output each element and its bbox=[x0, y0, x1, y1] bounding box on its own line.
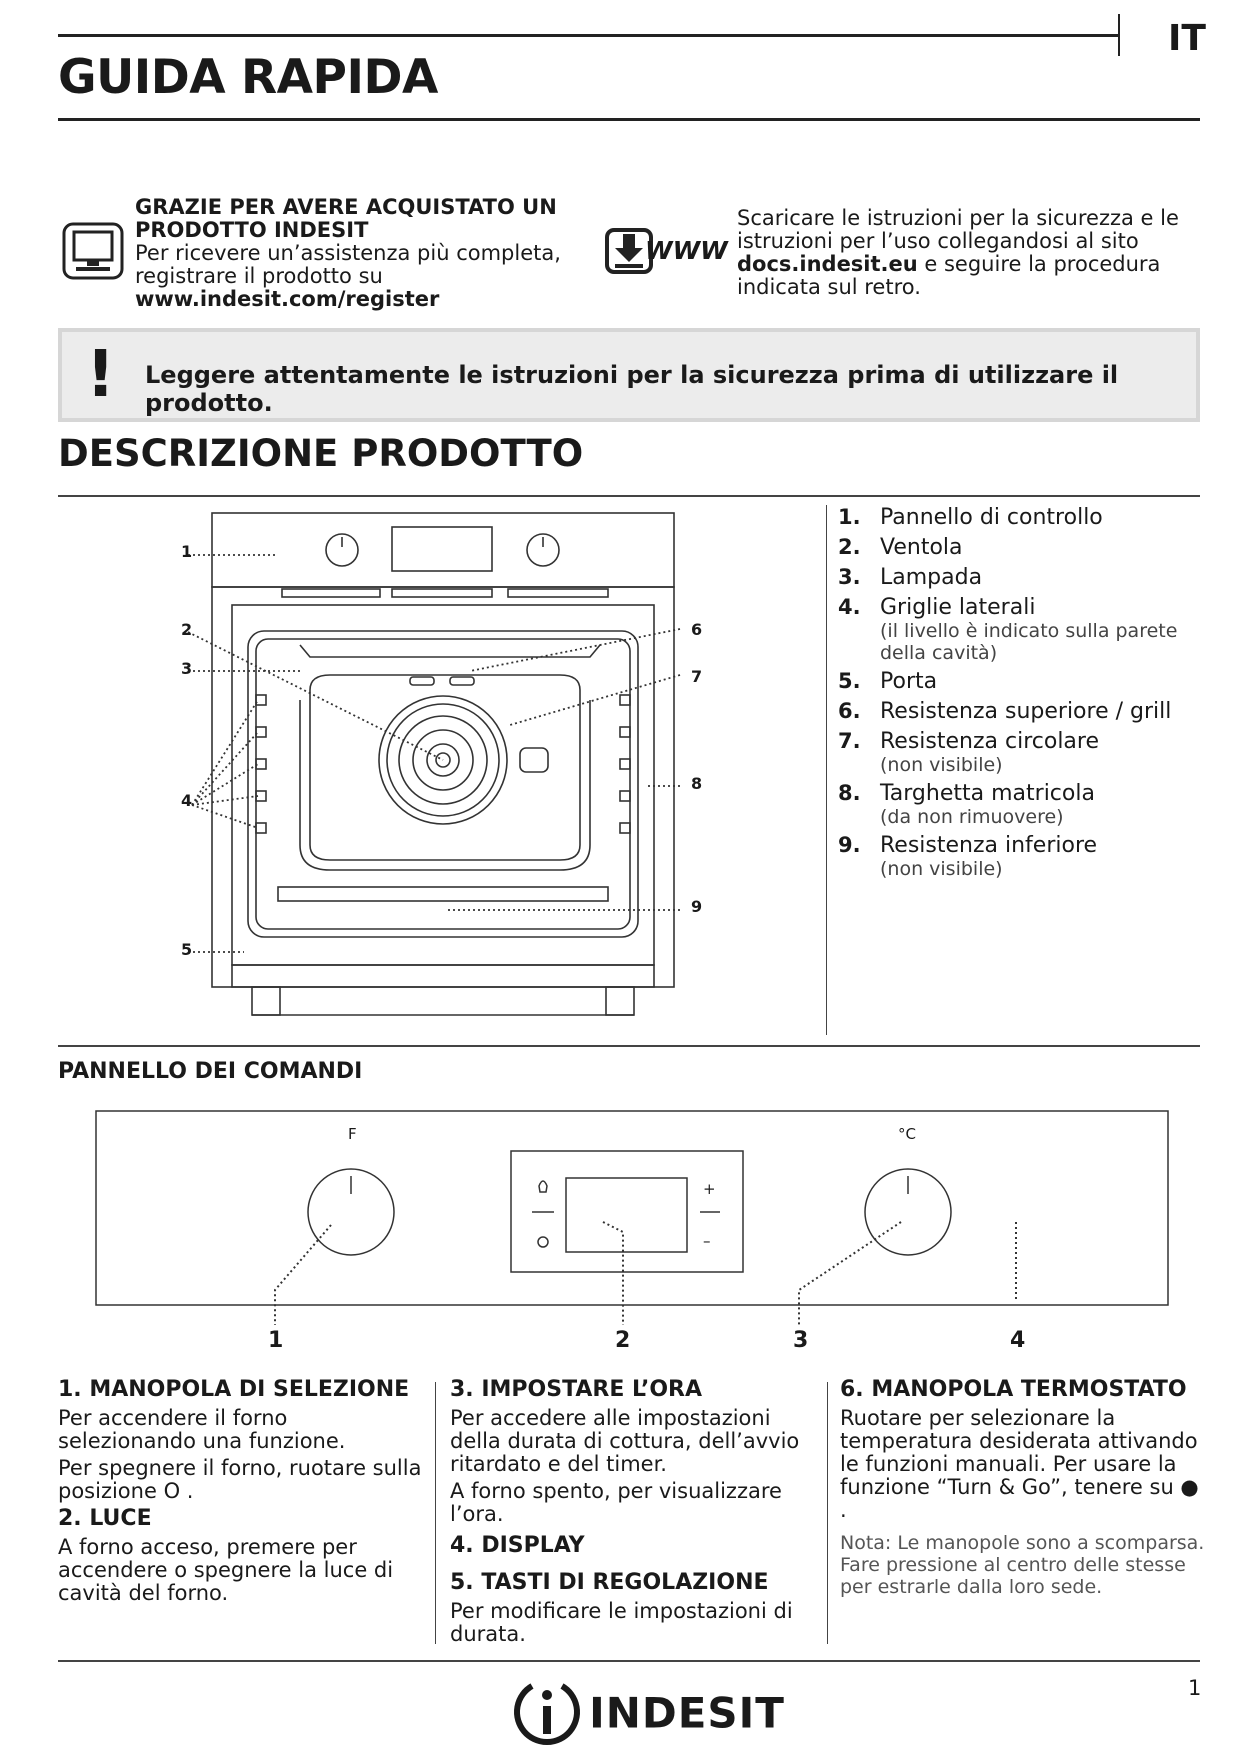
callout-6: 6 bbox=[691, 620, 703, 639]
language-code: IT bbox=[1168, 18, 1206, 59]
download-line-4: indicata sul retro. bbox=[737, 275, 921, 299]
part-item bbox=[838, 781, 1198, 828]
parts-list bbox=[838, 505, 1198, 885]
part-number: 2. bbox=[838, 535, 861, 559]
part-number: 3. bbox=[838, 565, 861, 589]
register-line-2: registrare il prodotto su bbox=[135, 264, 383, 288]
part-label: Targhetta matricola bbox=[880, 781, 1095, 806]
page-number: 1 bbox=[1188, 1676, 1202, 1700]
thermostat-knob[interactable] bbox=[904, 1160, 912, 1168]
panel-callout-3: 3 bbox=[793, 1328, 809, 1353]
part-note: (il livello è indicato sulla parete della cavità) bbox=[880, 620, 1178, 664]
part-number: 7. bbox=[838, 729, 861, 753]
part-note: (non visibile) bbox=[880, 754, 1003, 776]
download-block bbox=[737, 207, 1207, 299]
part-number: 1. bbox=[838, 505, 861, 529]
title-rule bbox=[58, 118, 1200, 121]
text-selector-off: Per spegnere il forno, ruotare sulla posizione O . bbox=[58, 1456, 422, 1503]
part-item bbox=[838, 699, 1198, 724]
part-item bbox=[838, 535, 1198, 560]
part-number: 6. bbox=[838, 699, 861, 723]
text-set-time-1: Per accedere alle impostazioni della durata di cottura, dell’avvio ritardato e del timer. bbox=[450, 1406, 800, 1476]
col-divider-2 bbox=[827, 1382, 828, 1644]
part-item bbox=[838, 669, 1198, 694]
plus-button[interactable]: + bbox=[703, 1180, 716, 1198]
register-heading-1: GRAZIE PER AVERE ACQUISTATO UN bbox=[135, 195, 557, 219]
indesit-logo bbox=[510, 1678, 785, 1748]
header-tick bbox=[1118, 14, 1120, 56]
register-line-1: Per ricevere un’assistenza più completa, bbox=[135, 241, 561, 265]
heading-light: 2. LUCE bbox=[58, 1506, 152, 1531]
instructions-col-2 bbox=[450, 1378, 810, 1650]
header-rule bbox=[58, 34, 1118, 37]
knob-left-label: F bbox=[348, 1125, 357, 1143]
text-set-time-2: A forno spento, per visualizzare l’ora. bbox=[450, 1479, 782, 1526]
minus-button[interactable]: – bbox=[703, 1232, 711, 1250]
footer-rule bbox=[58, 1660, 1200, 1662]
selector-knob[interactable] bbox=[347, 1160, 355, 1168]
register-url[interactable]: www.indesit.com/register bbox=[135, 287, 440, 311]
download-line-2: istruzioni per l’uso collegandosi al sito bbox=[737, 229, 1139, 253]
register-heading-2: PRODOTTO INDESIT bbox=[135, 218, 369, 242]
callout-3: 3 bbox=[181, 659, 193, 678]
knob-right-label: °C bbox=[898, 1125, 916, 1143]
page-title: GUIDA RAPIDA bbox=[58, 50, 438, 105]
text-light: A forno acceso, premere per accendere o spegnere la luce di cavità del forno. bbox=[58, 1535, 394, 1605]
part-note: (non visibile) bbox=[880, 858, 1003, 880]
note-knobs: Nota: Le manopole sono a scomparsa. Fare pressione al centro delle stesse per estrarle dalla loro sede. bbox=[840, 1532, 1205, 1598]
callout-5: 5 bbox=[181, 940, 193, 959]
description-divider bbox=[826, 505, 827, 1035]
instructions-col-1 bbox=[58, 1378, 428, 1609]
part-label: Pannello di controllo bbox=[880, 505, 1103, 530]
text-thermostat: Ruotare per selezionare la temperatura desiderata attivando le funzioni manuali. Per usare la funzione “Turn & Go”, tenere su ● . bbox=[840, 1406, 1199, 1522]
part-label: Resistenza superiore / grill bbox=[880, 699, 1172, 724]
part-item bbox=[838, 595, 1198, 664]
download-line-1: Scaricare le istruzioni per la sicurezza e le bbox=[737, 206, 1179, 230]
section-title-description: DESCRIZIONE PRODOTTO bbox=[58, 432, 584, 475]
description-rule bbox=[58, 495, 1200, 497]
callout-2: 2 bbox=[181, 620, 193, 639]
callout-9: 9 bbox=[691, 897, 703, 916]
part-number: 4. bbox=[838, 595, 861, 619]
computer-icon bbox=[62, 222, 124, 280]
exclamation-icon: ! bbox=[86, 338, 116, 412]
brand-name: INDESIT bbox=[589, 1688, 785, 1738]
panel-rule bbox=[58, 1045, 1200, 1047]
heading-thermostat: 6. MANOPOLA TERMOSTATO bbox=[840, 1377, 1187, 1402]
col-divider-1 bbox=[435, 1382, 436, 1644]
part-number: 8. bbox=[838, 781, 861, 805]
callout-8: 8 bbox=[691, 774, 703, 793]
part-label: Griglie laterali bbox=[880, 595, 1036, 620]
part-item bbox=[838, 505, 1198, 530]
register-block bbox=[135, 196, 575, 311]
oven-diagram bbox=[170, 505, 730, 1025]
part-label: Porta bbox=[880, 669, 938, 694]
heading-set-time: 3. IMPOSTARE L’ORA bbox=[450, 1377, 703, 1402]
text-selector-on: Per accendere il forno selezionando una funzione. bbox=[58, 1406, 346, 1453]
part-number: 5. bbox=[838, 669, 861, 693]
www-icon-text: WWW bbox=[645, 236, 728, 265]
warning-text: Leggere attentamente le istruzioni per la sicurezza prima di utilizzare il prodotto. bbox=[145, 361, 1119, 417]
section-title-control-panel: PANNELLO DEI COMANDI bbox=[58, 1059, 363, 1084]
callout-7: 7 bbox=[691, 667, 703, 686]
text-adjust-keys: Per modificare le impostazioni di durata. bbox=[450, 1599, 793, 1646]
download-line-3: e seguire la procedura bbox=[917, 252, 1161, 276]
heading-adjust-keys: 5. TASTI DI REGOLAZIONE bbox=[450, 1570, 769, 1595]
panel-callout-1: 1 bbox=[268, 1328, 284, 1353]
panel-callout-4: 4 bbox=[1010, 1328, 1026, 1353]
callout-1: 1 bbox=[181, 542, 193, 561]
heading-display: 4. DISPLAY bbox=[450, 1533, 585, 1558]
part-label: Lampada bbox=[880, 565, 983, 590]
part-label: Resistenza inferiore bbox=[880, 833, 1098, 858]
part-item bbox=[838, 729, 1198, 776]
panel-callout-2: 2 bbox=[615, 1328, 631, 1353]
callout-4: 4 bbox=[181, 791, 193, 810]
instructions-col-3 bbox=[840, 1378, 1210, 1598]
part-item bbox=[838, 833, 1198, 880]
download-site[interactable]: docs.indesit.eu bbox=[737, 252, 918, 276]
part-note: (da non rimuovere) bbox=[880, 806, 1064, 828]
part-label: Resistenza circolare bbox=[880, 729, 1100, 754]
part-label: Ventola bbox=[880, 535, 963, 560]
part-number: 9. bbox=[838, 833, 861, 857]
control-panel-diagram bbox=[95, 1110, 1175, 1335]
indesit-logo-icon bbox=[510, 1678, 584, 1748]
heading-selector-knob: 1. MANOPOLA DI SELEZIONE bbox=[58, 1377, 410, 1402]
part-item bbox=[838, 565, 1198, 590]
